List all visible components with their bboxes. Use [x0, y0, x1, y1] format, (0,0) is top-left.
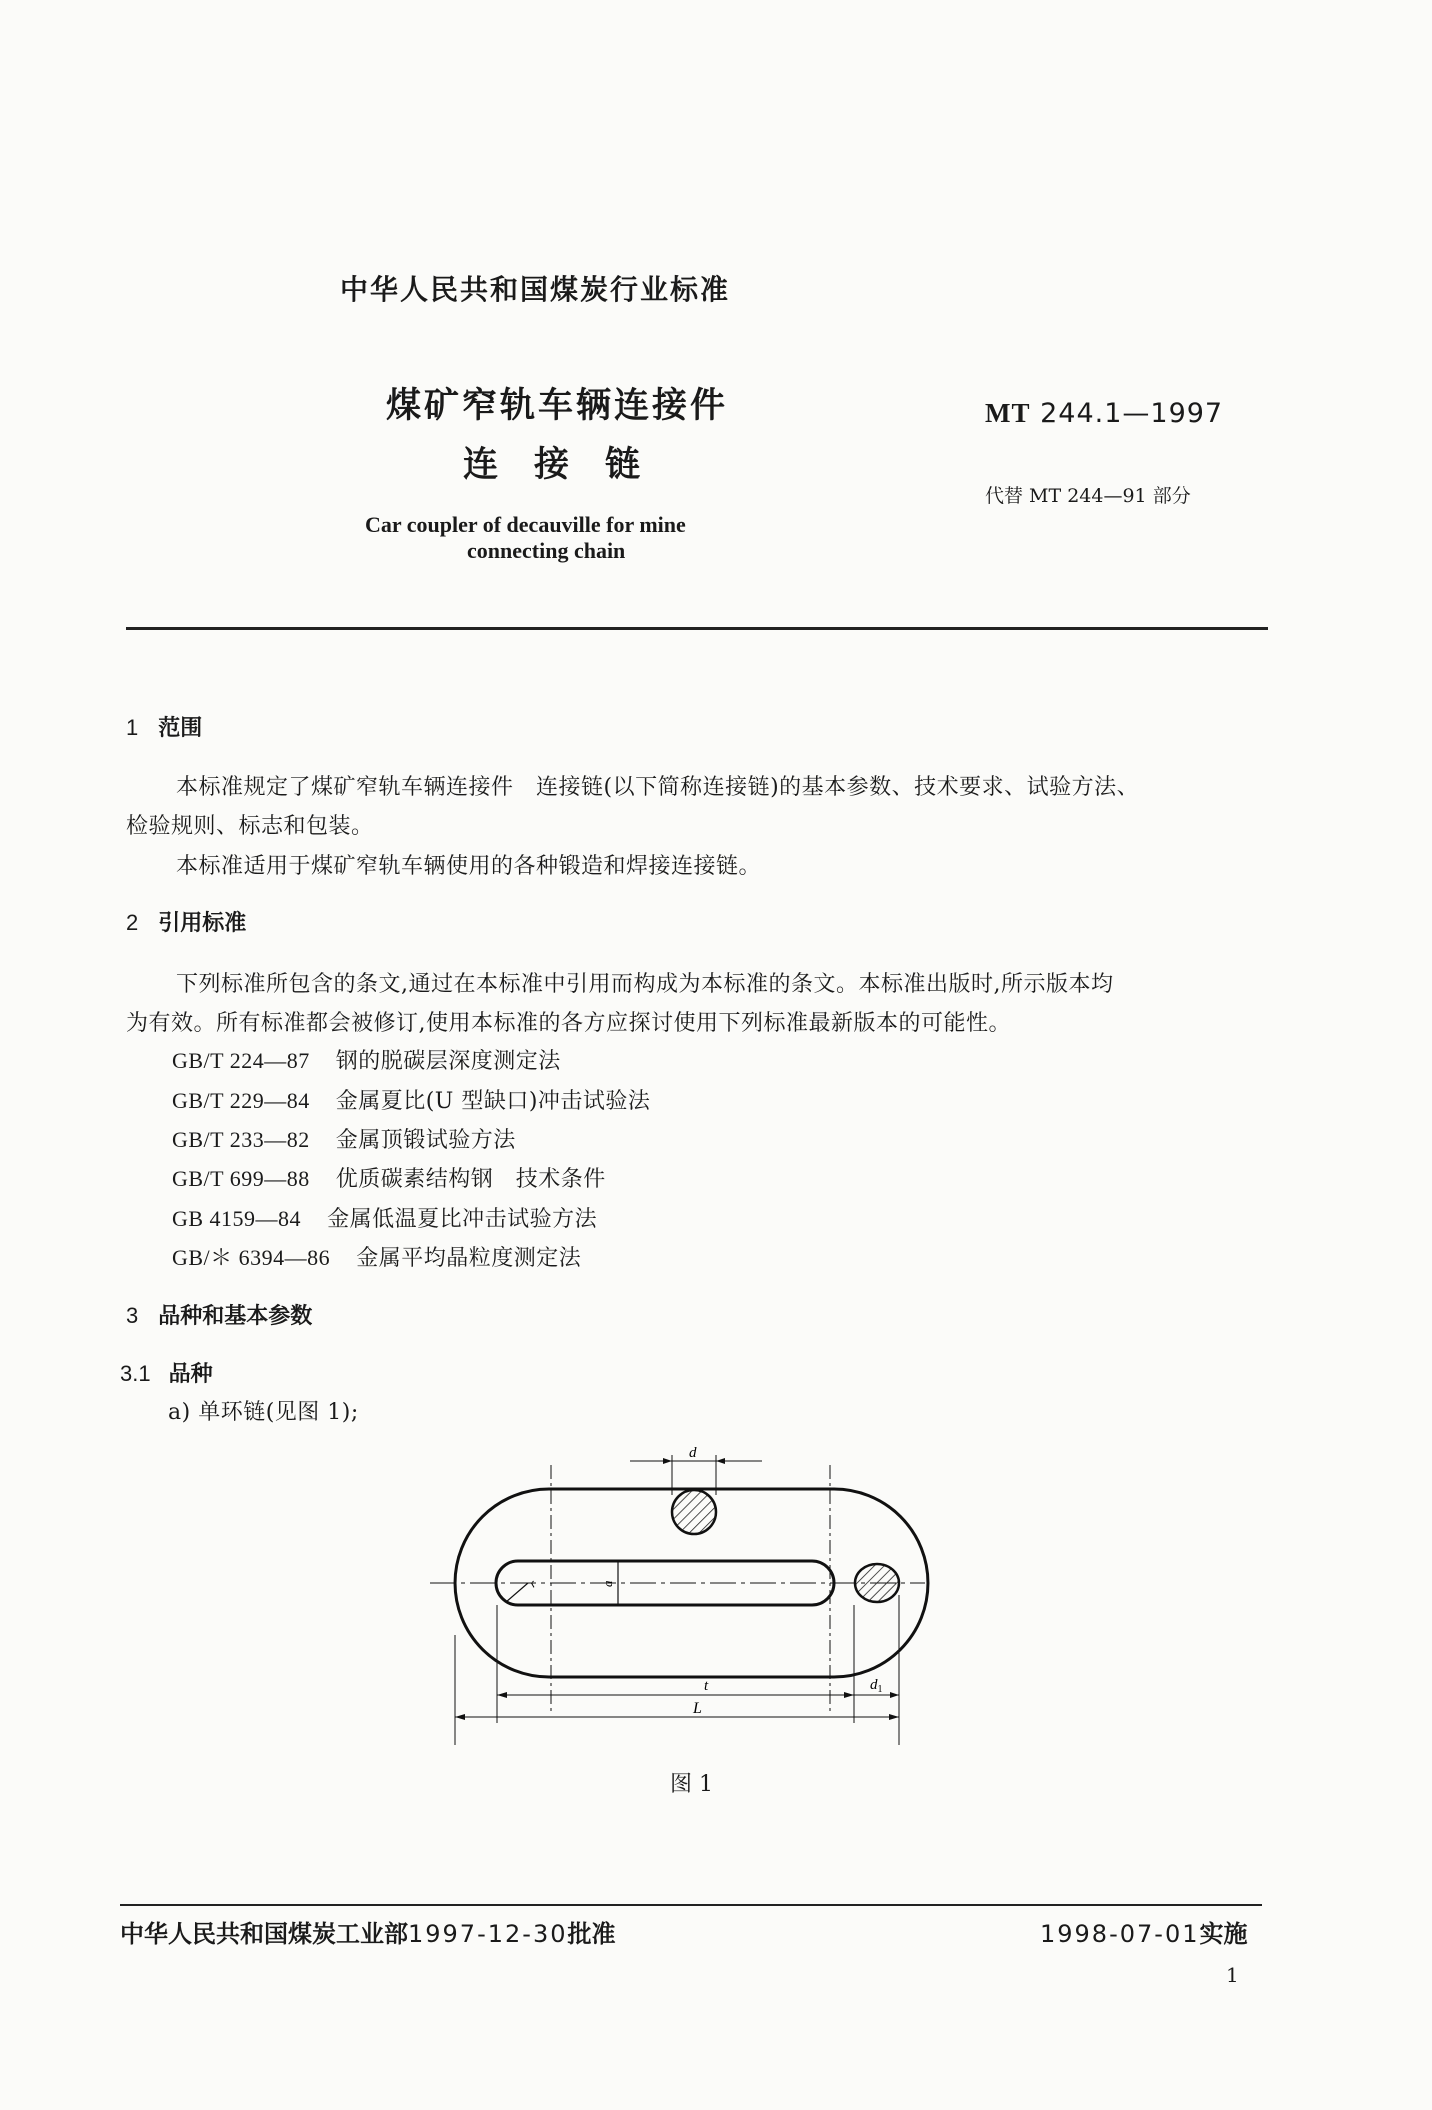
- section-number: 2: [126, 910, 139, 935]
- paragraph: 下列标准所包含的条文,通过在本标准中引用而构成为本标准的条文。本标准出版时,所示版本均: [176, 972, 1114, 997]
- reference-title: 钢的脱碳层深度测定法: [335, 1049, 561, 1074]
- section-number: 3.1: [120, 1361, 151, 1386]
- reference-item: [172, 1162, 606, 1193]
- reference-title: 金属夏比(U 型缺口)冲击试验法: [335, 1089, 651, 1114]
- header-rule: [126, 627, 1268, 630]
- effective-line: [1040, 1914, 1247, 1949]
- reference-title: 优质碳素结构钢 技术条件: [335, 1167, 606, 1192]
- section-number: 3: [126, 1303, 139, 1328]
- reference-item: [172, 1044, 561, 1075]
- footer-rule: [120, 1904, 1262, 1906]
- list-item: a) 单环链(见图 1);: [168, 1400, 359, 1425]
- paragraph: 本标准适用于煤矿窄轨车辆使用的各种锻造和焊接连接链。: [176, 854, 762, 879]
- reference-code: GB 4159—84: [172, 1206, 302, 1231]
- paragraph: 本标准规定了煤矿窄轨车辆连接件 连接链(以下简称连接链)的基本参数、技术要求、试验方法、: [176, 775, 1140, 800]
- document-subtitle-cn: 连接链: [463, 445, 677, 485]
- industry-standard-title: 中华人民共和国煤炭行业标准: [340, 273, 731, 306]
- approval-suffix: 批准: [567, 1920, 616, 1948]
- dim-label-a: a: [600, 1580, 615, 1587]
- section-title: 品种: [168, 1362, 213, 1387]
- section-3-heading: [126, 1299, 312, 1330]
- dim-label-d: d: [689, 1445, 697, 1461]
- page-number: 1: [1226, 1963, 1239, 1987]
- replaces-note: 代替 MT 244—91 部分: [985, 485, 1191, 507]
- approval-date: 1997-12-30: [408, 1920, 568, 1948]
- reference-code: GB/T 699—88: [172, 1166, 310, 1191]
- section-title: 品种和基本参数: [158, 1304, 313, 1329]
- section-2-heading: [126, 906, 246, 937]
- document-subtitle-en: connecting chain: [467, 538, 626, 563]
- section-3-1-heading: [120, 1357, 213, 1388]
- reference-title: 金属平均晶粒度测定法: [356, 1246, 582, 1271]
- effective-suffix: 实施: [1199, 1920, 1248, 1948]
- approval-authority: 中华人民共和国煤炭工业部: [120, 1920, 408, 1948]
- figure-chain-link: [440, 1445, 930, 1745]
- standard-prefix: MT: [985, 398, 1031, 428]
- dim-label-d1: $d_1$: [870, 1677, 883, 1695]
- approval-line: [120, 1914, 615, 1949]
- section-title: 范围: [158, 716, 203, 741]
- section-title: 引用标准: [158, 911, 247, 936]
- section-1-heading: [126, 711, 202, 742]
- reference-title: 金属顶锻试验方法: [335, 1128, 516, 1153]
- effective-date: 1998-07-01: [1040, 1920, 1200, 1948]
- reference-item: [172, 1084, 650, 1115]
- reference-item: [172, 1202, 597, 1233]
- reference-code: GB/＊ 6394—86: [172, 1245, 331, 1270]
- document-title-en: Car coupler of decauville for mine: [365, 512, 686, 537]
- standard-code: 244.1—1997: [1040, 398, 1224, 429]
- reference-code: GB/T 233—82: [172, 1127, 310, 1152]
- document-title-cn: 煤矿窄轨车辆连接件: [386, 386, 729, 426]
- section-number: 1: [126, 715, 139, 740]
- reference-item: [172, 1241, 581, 1272]
- paragraph: 检验规则、标志和包装。: [126, 814, 374, 839]
- reference-title: 金属低温夏比冲击试验方法: [327, 1207, 598, 1232]
- section-d1-hatched: [855, 1564, 899, 1602]
- standard-number: [985, 398, 1223, 429]
- dim-label-L: L: [693, 1700, 702, 1717]
- dim-label-r: r: [526, 1576, 539, 1591]
- reference-code: GB/T 224—87: [172, 1048, 310, 1073]
- reference-code: GB/T 229—84: [172, 1088, 310, 1113]
- paragraph: 为有效。所有标准都会被修订,使用本标准的各方应探讨使用下列标准最新版本的可能性。: [126, 1011, 1011, 1036]
- section-d-hatched: [672, 1490, 716, 1534]
- dim-label-t: t: [704, 1678, 709, 1694]
- figure-caption: 图 1: [670, 1772, 713, 1797]
- reference-item: [172, 1123, 516, 1154]
